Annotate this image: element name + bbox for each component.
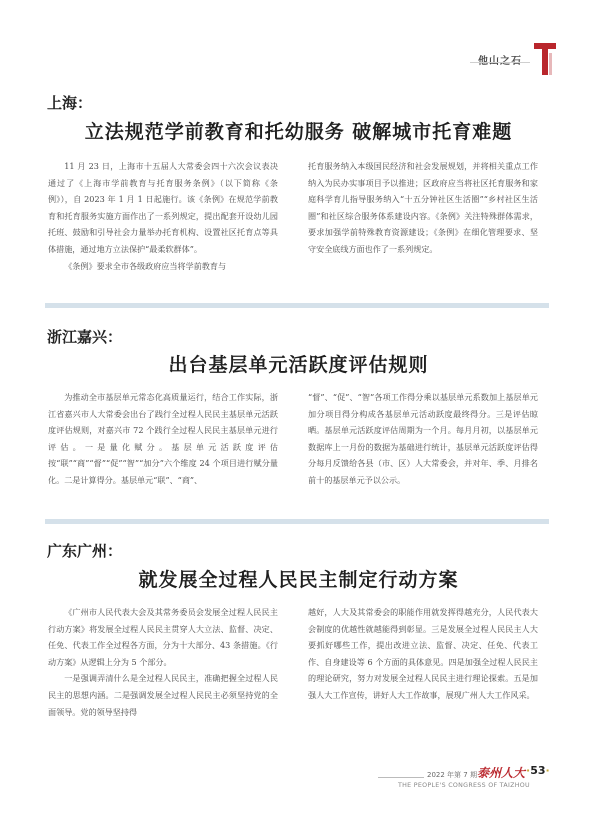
issue-label: 2022 年第 7 期 — [427, 771, 477, 779]
page-number — [526, 764, 550, 777]
paragraph: 一是强调弄清什么是全过程人民民主，准确把握全过程人民民主的思想内涵。二是强调发展全过程人民民主必须坚持党的全面领导。党的领导坚持得 — [48, 673, 278, 717]
section-title-guangzhou: 就发展全过程人民民主制定行动方案 — [138, 569, 459, 591]
paragraph: “督”、“促”、“智”各项工作得分乘以基层单元系数加上基层单元加分项目得分构成各基层单元活动跃度最终得分。三是评估晾晒。基层单元活跃度评估周期为一个月。每月月初，以基层单元数据库上一月份的数据为基础进行统计，基层单元活跃度评估得分每月反馈给各县（市、区）人大常委会，并对年、季、月排名前十的基层单元予以公示。 — [308, 392, 538, 485]
section-region-jiaxing: 浙江嘉兴： — [47, 328, 123, 346]
paragraph: 托育服务纳入本级国民经济和社会发展规划，并将相关重点工作纳入为民办实事项目予以推进；区政府应当将社区托育服务和家庭科学育儿指导服务纳入“十五分钟社区生活圈”“乡村社区生活圈”和社区综合服务体系建设内容。《条例》关注特殊群体需求，要求加强学前特殊教育资源建设；《条例》在细化管理要求、坚守安全底线方面也作了一系列规定。 — [308, 161, 538, 254]
section-region-guangzhou: 广东广州： — [47, 542, 123, 560]
column-tag-rule — [470, 62, 530, 63]
section-body-left-guangzhou — [48, 604, 278, 720]
section-separator — [45, 519, 549, 524]
section-body-left-shanghai — [48, 158, 278, 274]
magazine-english-name: THE PEOPLE'S CONGRESS OF TAIZHOU — [398, 782, 530, 789]
section-title-shanghai: 立法规范学前教育和托幼服务 破解城市托育难题 — [84, 121, 513, 143]
magazine-brand: 泰州人大 — [477, 766, 526, 780]
page-number-value: 53 — [530, 764, 546, 777]
page-dot-right: · — [545, 764, 550, 777]
paragraph: 11 月 23 日，上海市十五届人大常委会四十六次会议表决通过了《上海市学前教育与托育服务条例》（以下简称《条例》），自 2023 年 1 月 1 日起施行。该《条例》在规范学前教育和托育服务实施方面作出了一系列规定，提出配套开设幼儿园托班、鼓励和引导社会力量举办托育机构、设置社区托育点等具体措施，通过地方立法保护“最柔软群体”。 — [48, 161, 278, 254]
page-dot-left: · — [526, 764, 531, 777]
section-body-right-shanghai — [308, 158, 538, 258]
footer-rule — [378, 777, 424, 778]
paragraph: 越好，人大及其常委会的职能作用就发挥得越充分，人民代表大会制度的优越性就越能得到彰显。三是发展全过程人民民主人大要抓好哪些工作，提出改进立法、监督、决定、任免、代表工作、自身建设等 6 个方面的具体意见。四是加强全过程人民民主的理论研究，努力对发展全过程人民民主进行理论探索。五是加强人大工作宣传，讲好人大工作故事，展现广州人大工作风采。 — [308, 607, 538, 700]
section-body-right-guangzhou — [308, 604, 538, 704]
column-tag — [478, 52, 522, 67]
section-title-jiaxing: 出台基层单元活跃度评估规则 — [168, 354, 429, 376]
section-body-left-jiaxing — [48, 389, 278, 489]
paragraph: 《广州市人民代表大会及其常务委员会发展全过程人民民主行动方案》将发展全过程人民民主贯穿人大立法、监督、决定、任免、代表工作全过程各方面，分为十大部分、43 条措施。《行动方案》从逻辑上分为 5 个部分。 — [48, 607, 278, 667]
section-region-shanghai: 上海： — [47, 94, 93, 112]
paragraph: 为推动全市基层单元常态化高质量运行，结合工作实际，浙江省嘉兴市人大常委会出台了践行全过程人民民主基层单元活跃度评估规则，对嘉兴市 72 个践行全过程人民民主基层单元进行评估。一是量化赋分。基层单元活跃度评估按“联”“商”“督”“促”“智”“加分”六个维度 24 个项目进行赋分量化。二是计算得分。基层单元“联”、“商”、 — [48, 392, 278, 485]
column-logo-icon — [534, 43, 556, 77]
section-separator — [45, 303, 549, 308]
section-body-right-jiaxing — [308, 389, 538, 489]
paragraph: 《条例》要求全市各级政府应当将学前教育与 — [64, 260, 227, 271]
